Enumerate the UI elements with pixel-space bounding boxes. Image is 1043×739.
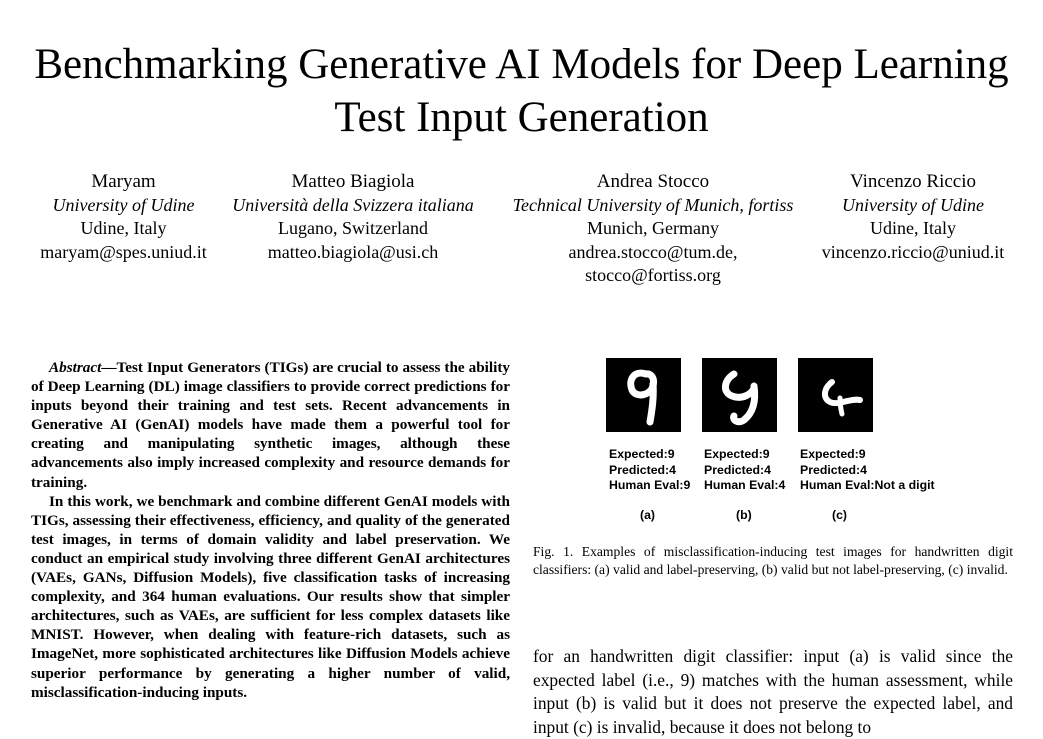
author-block xyxy=(220,170,486,264)
author-block xyxy=(36,170,211,264)
author-block xyxy=(814,170,1012,264)
predicted-label: Predicted:4 xyxy=(704,462,771,477)
digit-image-c xyxy=(798,358,873,432)
author-name: Andrea Stocco xyxy=(596,171,710,192)
panel-c-annotation xyxy=(800,447,935,494)
author-email-secondary: stocco@fortiss.org xyxy=(585,265,721,285)
body-paragraph: for an handwritten digit classifier: input (a) is valid since the expected label (i.e., 9) matches with the human assessment, while input (b) is valid but it does not preserve the expected label, and input (c) is invalid, because it does not belong to xyxy=(533,646,1013,737)
author-location: Udine, Italy xyxy=(80,218,167,238)
author-block xyxy=(498,170,808,288)
author-location: Udine, Italy xyxy=(870,218,956,238)
abstract xyxy=(31,358,510,702)
figure-caption: Fig. 1. Examples of misclassification-inducing test images for handwritten digit classifiers: (a) valid and label-preserving, (b) valid but not label-preserving, (c) invalid. xyxy=(533,544,1013,578)
author-affiliation: University of Udine xyxy=(842,194,984,215)
author-email: andrea.stocco@tum.de, xyxy=(568,241,738,262)
panel-a-annotation xyxy=(609,447,690,494)
author-location: Lugano, Switzerland xyxy=(278,218,428,238)
author-email: vincenzo.riccio@uniud.it xyxy=(821,241,1005,262)
paper-title: Benchmarking Generative AI Models for Deep Learning Test Input Generation xyxy=(34,41,1009,141)
abstract-paragraph-1 xyxy=(31,358,510,492)
author-name: Matteo Biagiola xyxy=(291,171,415,192)
predicted-label: Predicted:4 xyxy=(609,462,676,477)
subfigure-label-c: (c) xyxy=(832,508,848,522)
author-affiliation: Università della Svizzera italiana xyxy=(232,194,474,215)
author-name: Vincenzo Riccio xyxy=(849,171,976,192)
expected-label: Expected:9 xyxy=(704,447,770,461)
author-email: matteo.biagiola@usi.ch xyxy=(267,241,439,262)
abstract-dash: — xyxy=(101,359,117,376)
panel-b-annotation xyxy=(704,447,785,494)
digit-image-b xyxy=(702,358,777,432)
figure-1 xyxy=(530,356,1020,526)
author-name: Maryam xyxy=(91,171,156,192)
subfigure-label-b: (b) xyxy=(736,508,752,522)
author-location: Munich, Germany xyxy=(587,218,719,238)
author-email: maryam@spes.uniud.it xyxy=(40,241,207,262)
abstract-label: Abstract xyxy=(49,359,102,376)
subfigure-label-a: (a) xyxy=(640,508,656,522)
digit-image-a xyxy=(606,358,681,432)
human-eval-label: Human Eval:9 xyxy=(609,478,691,492)
predicted-label: Predicted:4 xyxy=(800,462,867,477)
author-affiliation: University of Udine xyxy=(52,194,195,215)
expected-label: Expected:9 xyxy=(800,447,866,461)
human-eval-label: Human Eval:4 xyxy=(704,478,786,492)
expected-label: Expected:9 xyxy=(609,447,675,461)
human-eval-label: Human Eval:Not a digit xyxy=(800,478,935,492)
author-affiliation: Technical University of Munich, fortiss xyxy=(512,194,794,215)
abstract-text-1: Test Input Generators (TIGs) are crucial to assess the ability of Deep Learning (DL) image classifiers to provide correct predictions for inputs beyond their training and test sets. Recent advancements in Generative AI (GenAI) models have made them a powerful tool for creating and manipulating synthetic images, although these advancements also imply increased complexity and resource demands for training. xyxy=(31,359,510,491)
abstract-paragraph-2: In this work, we benchmark and combine different GenAI models with TIGs, assessing their effectiveness, efficiency, and quality of the generated test images, in terms of domain validity and label preservation. We conduct an empirical study involving three different GenAI architectures (VAEs, GANs, Diffusion Models), five classification tasks of increasing complexity, and 364 human evaluations. Our results show that simpler architectures, such as VAEs, are sufficient for less complex datasets like MNIST. However, when dealing with feature-rich datasets, such as ImageNet, more sophisticated architectures like Diffusion Models achieve superior performance by generating a higher number of valid, misclassification-inducing inputs. xyxy=(31,492,510,701)
